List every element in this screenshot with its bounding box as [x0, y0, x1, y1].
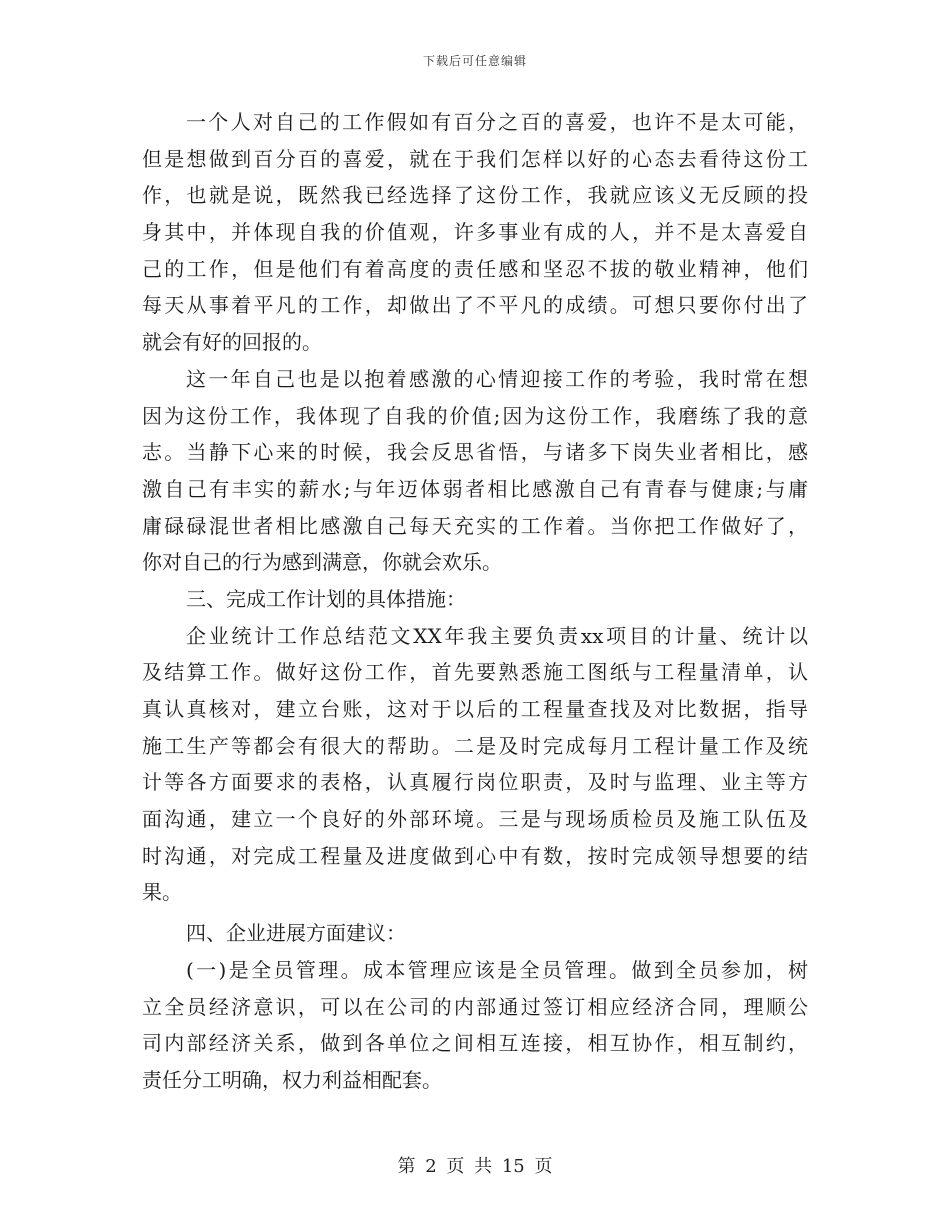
text-line: 果。 [142, 880, 182, 905]
text-line: 施工生产等都会有很大的帮助。二是及时完成每月工程计量工作及统 [142, 733, 808, 758]
text-line: 志。当静下心来的时候，我会反思省悟，与诸多下岗失业者相比，感 [142, 440, 808, 465]
text-line: 计等各方面要求的表格，认真履行岗位职责，及时与监理、业主等方 [142, 770, 808, 795]
paragraph [142, 952, 808, 1099]
text-line: 身其中，并体现自我的价值观，许多事业有成的人，并不是太喜爱自 [142, 220, 808, 245]
text-line: 你对自己的行为感到满意，你就会欢乐。 [142, 550, 502, 575]
text-line: 但是想做到百分百的喜爱，就在于我们怎样以好的心态去看待这份工 [142, 146, 808, 171]
text-line: 激自己有丰实的薪水;与年迈体弱者相比感激自己有青春与健康;与庸 [142, 476, 808, 501]
text-line: 作，也就是说，既然我已经选择了这份工作，我就应该义无反顾的投 [142, 183, 808, 208]
paragraph [142, 361, 808, 581]
text-line: 企业统计工作总结范文XX年我主要负责xx项目的计量、统计以 [186, 623, 808, 648]
document-body [142, 104, 808, 1099]
page-header: 下载后可任意编辑 [422, 54, 527, 68]
text-line: 及结算工作。做好这份工作，首先要熟悉施工图纸与工程量清单，认 [142, 660, 808, 685]
text-line: 真认真核对，建立台账，这对于以后的工程量查找及对比数据，指导 [142, 697, 808, 721]
text-line: 司内部经济关系，做到各单位之间相互连接，相互协作，相互制约， [142, 1031, 808, 1056]
paragraph [142, 104, 808, 361]
text-line: 就会有好的回报的。 [142, 330, 322, 355]
paragraph [142, 618, 808, 912]
text-line: 责任分工明确，权力利益相配套。 [142, 1067, 442, 1092]
section-heading [142, 915, 808, 952]
text-line: 时沟通，对完成工程量及进度做到心中有数，按时完成领导想要的结 [142, 843, 808, 868]
heading-text: 三、完成工作计划的具体措施： [186, 586, 466, 611]
text-line: 立全员经济意识，可以在公司的内部通过签订相应经济合同，理顺公 [142, 994, 808, 1019]
text-line: 面沟通，建立一个良好的外部环境。三是与现场质检员及施工队伍及 [142, 807, 808, 832]
page-number-footer: 第 2 页 共 15 页 [397, 1156, 553, 1177]
text-line: 庸碌碌混世者相比感激自己每天充实的工作着。当你把工作做好了， [142, 513, 808, 538]
text-line: 每天从事着平凡的工作，却做出了不平凡的成绩。可想只要你付出了 [142, 293, 808, 318]
text-line: 这一年自己也是以抱着感激的心情迎接工作的考验，我时常在想 [186, 366, 808, 391]
section-heading [142, 581, 808, 618]
text-line: 因为这份工作，我体现了自我的价值;因为这份工作，我磨练了我的意 [142, 403, 808, 428]
text-line: 己的工作，但是他们有着高度的责任感和坚忍不拔的敬业精神，他们 [142, 256, 808, 281]
text-line: 一个人对自己的工作假如有百分之百的喜爱，也许不是太可能， [186, 110, 808, 134]
text-line: (一)是全员管理。成本管理应该是全员管理。做到全员参加，树 [186, 957, 808, 982]
heading-text: 四、企业进展方面建议： [186, 921, 406, 946]
